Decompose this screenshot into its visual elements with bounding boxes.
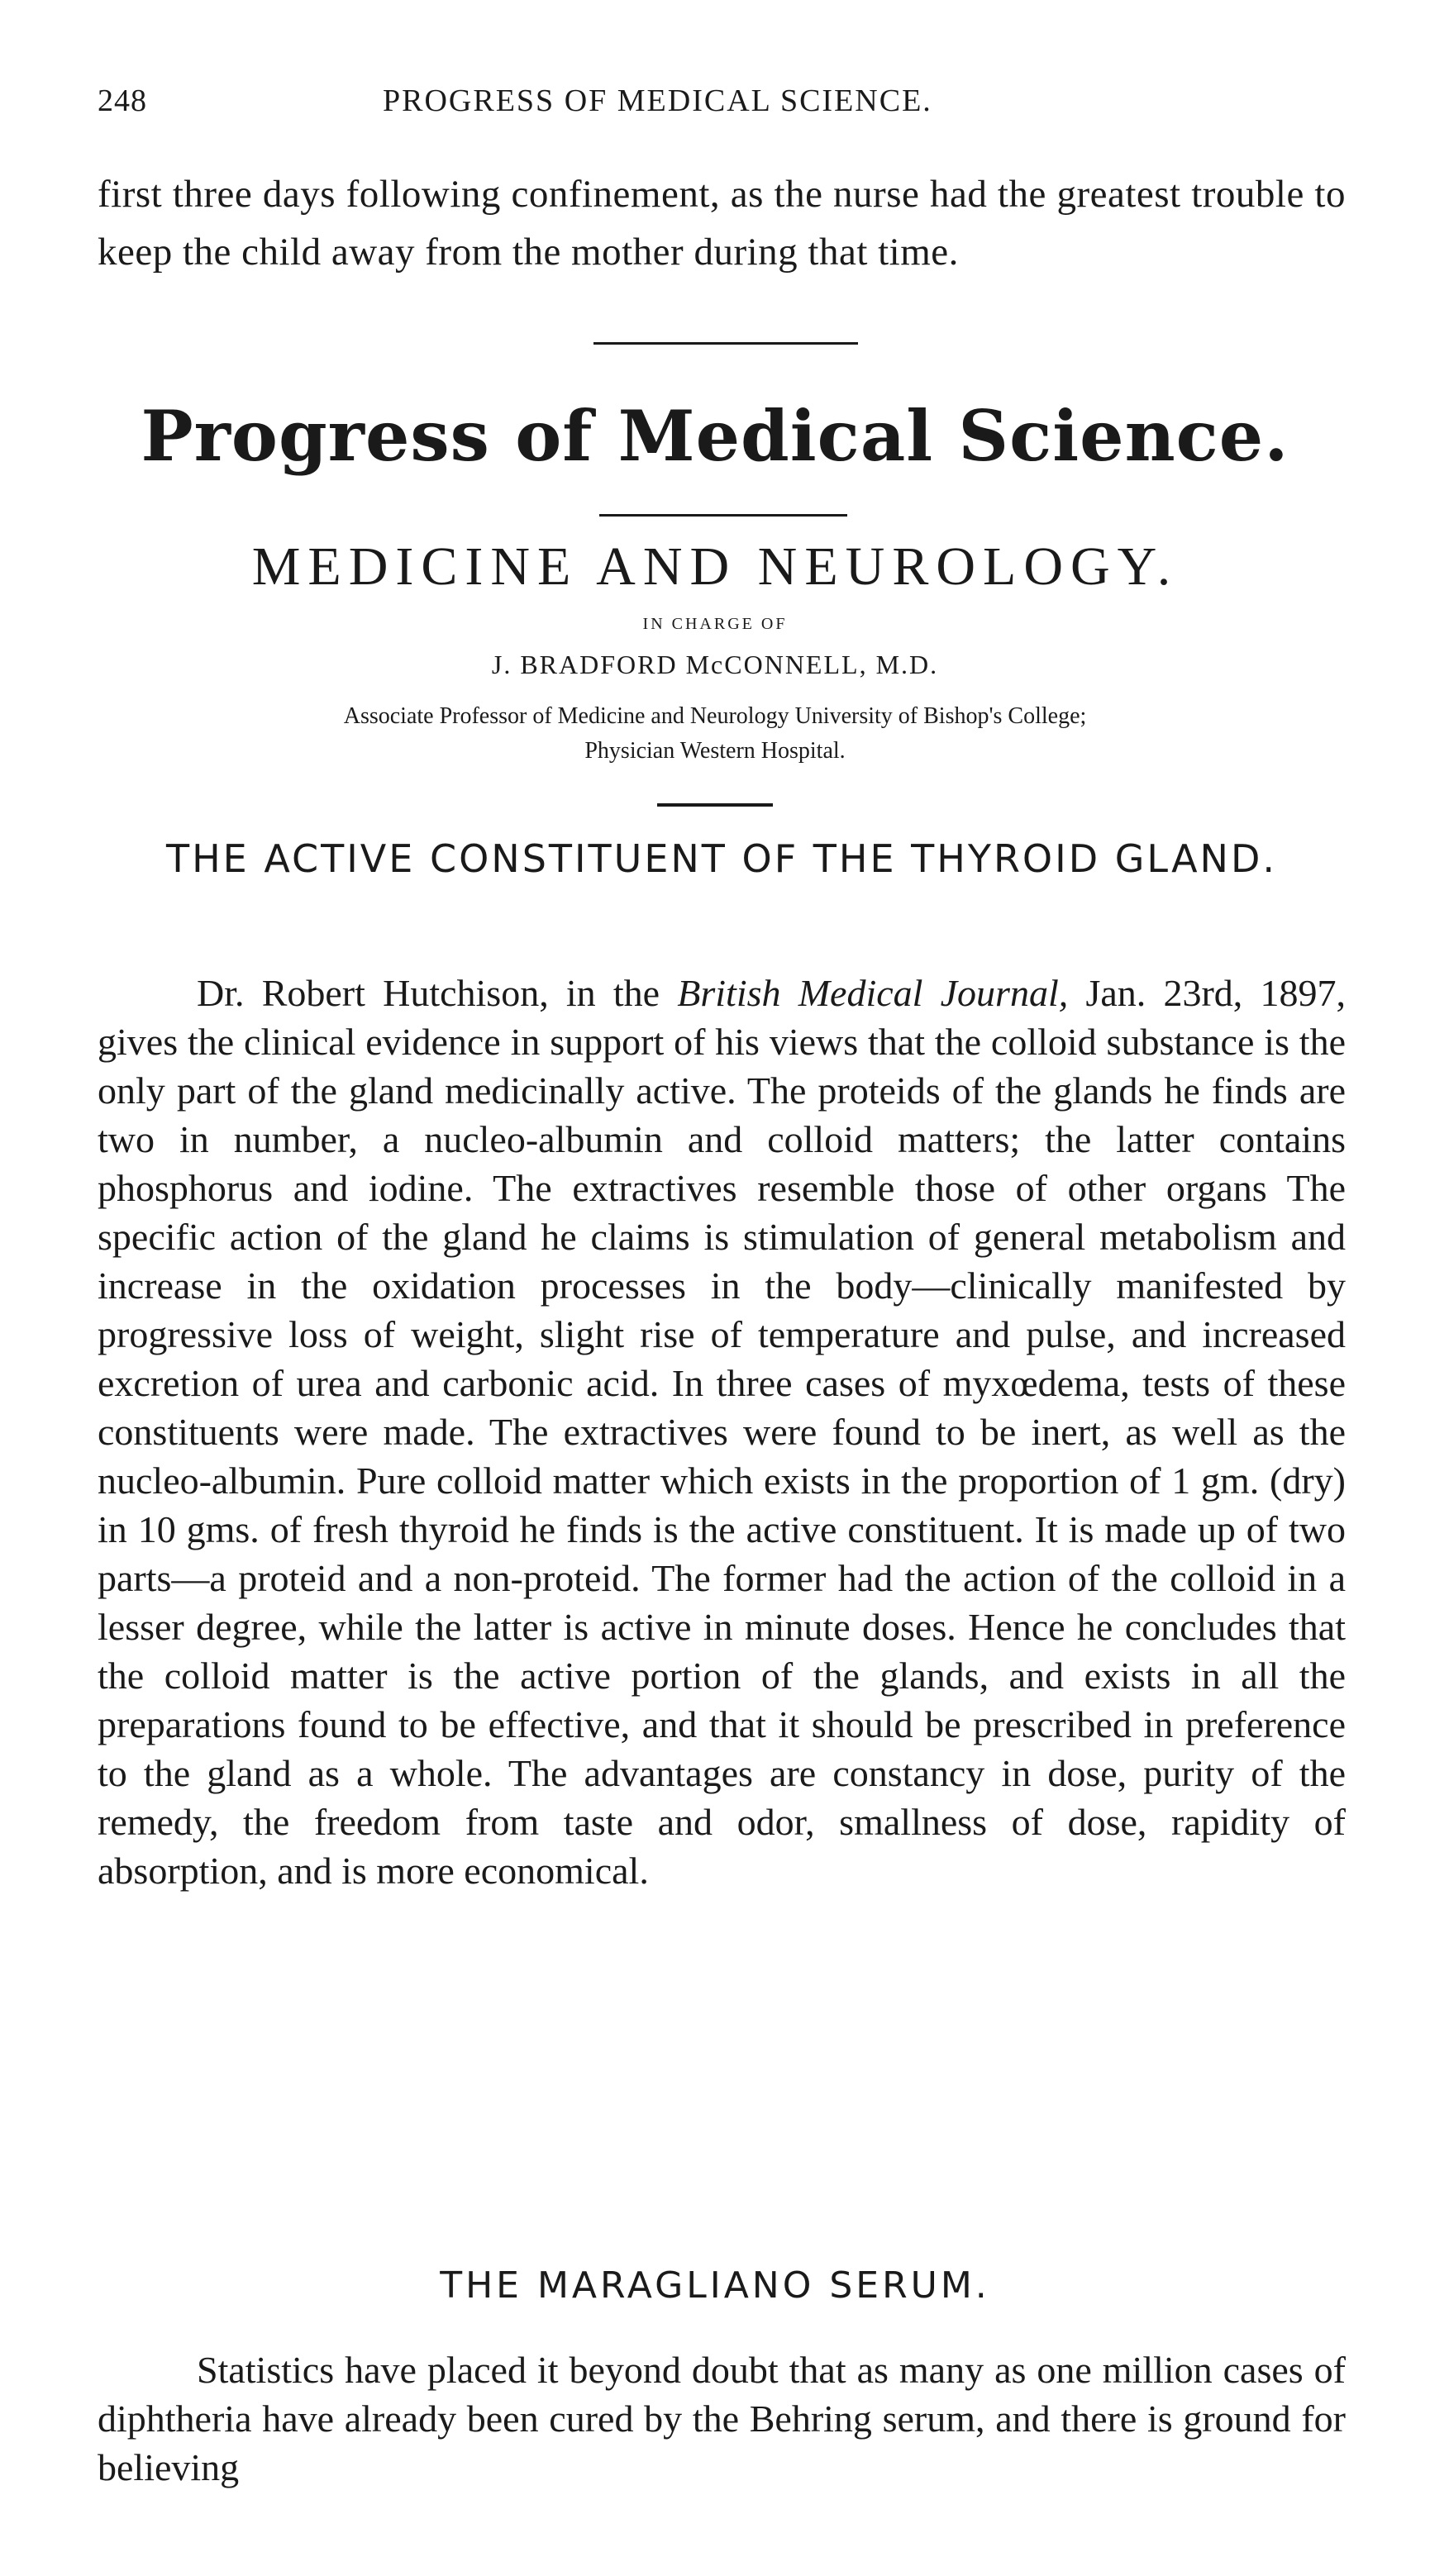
article-paragraph bbox=[98, 969, 1346, 1895]
section-title: THE MARAGLIANO SERUM. bbox=[440, 2264, 990, 2307]
editor-affiliation-line-1: Associate Professor of Medicine and Neurology University of Bishop's College; bbox=[343, 703, 1087, 729]
continued-paragraph: first three days following confinement, as the nurse had the greatest trouble to keep the child away from the mother during that time. bbox=[98, 173, 1346, 274]
in-charge-label: IN CHARGE OF bbox=[642, 615, 788, 633]
article-body-text: Jan. 23rd, 1897, gives the clinical evidence in support of his views that the colloid substance is the only part of the gland medicinally active. The proteids of the glands he finds are two in number, a nucleo-albumin and colloid matters; the latter contains phosphorus and iodine. The extractives resemble those of other organs The specific action of the gland he claims is stimulation of general metabolism and increase in the oxidation processes in the body—clinically manifested by progressive loss of weight, slight rise of temperature and pulse, and increased excretion of urea and carbonic acid. In three cases of myxœdema, tests of these constituents were made. The extractives were found to be inert, as well as the nucleo-albumin. Pure colloid matter which exists in the proportion of 1 gm. (dry) in 10 gms. of fresh thyroid he finds is the active constituent. It is made up of two parts—a proteid and a non-proteid. The former had the action of the colloid in a lesser degree, while the latter is active in minute doses. Hence he concludes that the colloid matter is the active portion of the glands, and exists in all the preparations found to be effective, and that it should be prescribed in preference to the gland as a whole. The advantages are constancy in dose, purity of the remedy, the freedom from taste and odor, smallness of dose, rapidity of absorption, and is more economical. bbox=[98, 972, 1346, 1892]
editor-affiliation bbox=[0, 699, 1430, 769]
department-title: MEDICINE AND NEUROLOGY. bbox=[251, 536, 1179, 597]
running-title: PROGRESS OF MEDICAL SCIENCE. bbox=[383, 83, 932, 118]
short-divider-rule bbox=[657, 803, 773, 807]
title-underline-rule bbox=[599, 514, 847, 517]
journal-name: British Medical Journal, bbox=[677, 972, 1069, 1014]
running-head bbox=[98, 83, 1332, 132]
editor-name: J. BRADFORD McCONNELL, M.D. bbox=[491, 650, 939, 679]
section-paragraph: Statistics have placed it beyond doubt that as many as one million cases of diphtheria have already been cured by the Behring serum, and there is ground for believing bbox=[98, 2349, 1346, 2488]
article-lead-text: Dr. Robert Hutchison, in the bbox=[197, 972, 678, 1014]
page-number: 248 bbox=[98, 83, 147, 118]
divider-rule bbox=[593, 342, 858, 345]
article-title: THE ACTIVE CONSTITUENT OF THE THYROID GLAND. bbox=[165, 836, 1277, 881]
editor-affiliation-line-2: Physician Western Hospital. bbox=[584, 738, 846, 764]
main-title: Progress of Medical Science. bbox=[141, 395, 1289, 477]
